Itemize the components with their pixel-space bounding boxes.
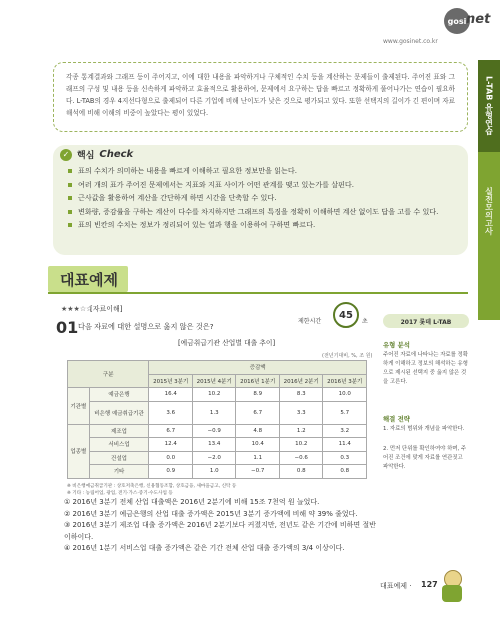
table-header-group: 구분 (68, 361, 149, 388)
logo-text: net (466, 12, 491, 27)
table-cell: 10.4 (236, 438, 280, 452)
check-title (60, 148, 133, 161)
site-url: www.gosinet.co.kr (383, 38, 438, 45)
data-table (67, 360, 367, 479)
table-notes (67, 483, 367, 497)
table-row-group: 기관별 (68, 388, 90, 425)
table-header-period: 2016년 3분기 (323, 374, 367, 388)
table-cell: 1.0 (192, 465, 236, 479)
logo-icon: gosi (444, 8, 470, 34)
check-icon: ✓ (60, 149, 72, 161)
table-cell: 16.4 (149, 388, 193, 402)
table-cell: 5.7 (323, 401, 367, 424)
table-header-top: 증감액 (149, 361, 367, 375)
check-item: 표의 수치가 의미하는 내용을 빠르게 이해하고 필요한 정보만을 읽는다. (68, 164, 458, 178)
table-title: [예금취급기관 산업별 대출 추이] (178, 339, 276, 347)
side-tab-active (478, 60, 500, 152)
table-row (68, 438, 367, 452)
table-cell: −0.7 (236, 465, 280, 479)
table-cell: 8.3 (279, 388, 323, 402)
section-divider (48, 292, 468, 294)
table-cell: 10.0 (323, 388, 367, 402)
table-cell: 0.3 (323, 451, 367, 465)
check-label-b: Check (99, 149, 134, 160)
table-header-period: 2015년 4분기 (192, 374, 236, 388)
problem-question: 다음 자료에 대한 설명으로 옳지 않은 것은? (78, 322, 214, 331)
table-unit: (전년기대비, %, 조 원) (322, 353, 373, 359)
page-number: 127 (421, 580, 438, 589)
footer-label: 대표예제 · (380, 582, 412, 590)
table-cell: 6.7 (149, 424, 193, 438)
clock-icon (333, 302, 359, 328)
table-cell: 10.2 (279, 438, 323, 452)
strategy-heading: 해결 전략 (383, 415, 410, 423)
difficulty-stars: ★★★☆☆ (61, 305, 93, 313)
table-cell: 12.4 (149, 438, 193, 452)
table-note: ※ 비은행예금취급기관 : 상호저축은행, 신용협동조합, 상호금융, 새마을금고, 신탁 등 (67, 484, 237, 489)
table-row (68, 451, 367, 465)
table-note: ※ 기타 : 농림어업, 광업, 전기·가스·증기·수도사업 등 (67, 491, 173, 496)
answer-option[interactable]: ① 2016년 3분기 전체 산업 대출액은 2016년 2분기에 비해 15조 7천억 원 늘었다. (64, 498, 320, 506)
table-row (68, 388, 367, 402)
table-cell: −0.9 (192, 424, 236, 438)
table-row (68, 401, 367, 424)
side-tab (478, 60, 500, 320)
check-item: 여러 개의 표가 주어진 문제에서는 지표와 지표 사이가 어떤 관계를 맺고 있는가를 살핀다. (68, 178, 458, 192)
table-cell: 6.7 (236, 401, 280, 424)
table-cell: 11.4 (323, 438, 367, 452)
check-item: 변화량, 증감률을 구하는 계산이 다수를 차지하지만 그래프의 특징을 정확히 이해하면 계산 없이도 답을 고를 수 있다. (68, 205, 458, 219)
problem-number: 01 (56, 318, 79, 337)
table-cell: 0.8 (279, 465, 323, 479)
check-item: 근사값을 활용하여 계산을 간단하게 하면 시간을 단축할 수 있다. (68, 191, 458, 205)
table-row-label: 제조업 (89, 424, 149, 438)
answer-option[interactable]: ③ 2016년 3분기 제조업 대출 증가액은 2016년 2분기보다 커졌지만, 전년도 같은 기간에 비하면 절반 이하이다. (64, 521, 376, 541)
strategy-item: 1. 자료의 범위와 개념을 파악한다. (383, 426, 465, 432)
table-row-label: 건설업 (89, 451, 149, 465)
table-cell: 0.8 (323, 465, 367, 479)
table-row-group: 업종별 (68, 424, 90, 478)
table-cell: 13.4 (192, 438, 236, 452)
table-cell: 1.1 (236, 451, 280, 465)
table-cell: 1.2 (279, 424, 323, 438)
table-cell: 4.8 (236, 424, 280, 438)
table-cell: 0.0 (149, 451, 193, 465)
side-tab-label-top: L-TAB 유형연습 (484, 76, 494, 136)
side-panel-head: 2017 롯데 L-TAB (383, 314, 469, 328)
strategy-item: 2. 먼저 단위를 확인하여야 하며, 주어진 조건에 맞게 자료를 연관짓고 파악한다. (383, 446, 467, 470)
table-cell: 1.3 (192, 401, 236, 424)
mascot-icon (440, 570, 464, 604)
analysis-heading: 유형 분석 (383, 341, 410, 349)
table-row (68, 465, 367, 479)
side-panel (383, 314, 469, 534)
table-cell: 3.2 (323, 424, 367, 438)
table-row-label: 예금은행 (89, 388, 149, 402)
section-title: 대표예제 (60, 271, 118, 289)
table-header-period: 2016년 2분기 (279, 374, 323, 388)
problem-tag: [자료이해] (90, 305, 123, 313)
answer-option[interactable]: ② 2016년 3분기 예금은행의 산업 대출 증가액은 2015년 3분기 증가액에 비해 약 39% 줄었다. (64, 509, 358, 518)
table-row (68, 424, 367, 438)
table-header-period: 2015년 3분기 (149, 374, 193, 388)
table-cell: 10.2 (192, 388, 236, 402)
intro-box: 각종 통계결과와 그래프 등이 주어지고, 이에 대한 내용을 파악하거나 구체적인 수치 등을 계산하는 문제들이 출제된다. 주어진 표와 그래프의 구성 및 내용 등을 신속하게 파악하고 효율적으로 활용하여, 문제에서 요구하는 답을 빠르고 정확하게 풀어나가는 연습이 필요하다. L-TAB의 경우 4지선다형으로 출제되어 다른 기업에 비해 난이도가 낮은 것으로 평가되고 있다. 또한 선택지의 길이가 긴 편이며 자료해석에 비해 이해의 비중이 높았다는 평이 있었다. (53, 62, 468, 132)
analysis-text: 주어진 자료에 나타나는 자료를 정확하게 이해하고 정보의 해석하는 유형으로 제시된 선택지 중 옳지 않은 것을 고른다. (383, 352, 468, 385)
check-label-a: 핵심 (77, 151, 95, 161)
table-cell: 3.6 (149, 401, 193, 424)
time-limit-unit: 초 (362, 318, 368, 325)
table-cell: 3.3 (279, 401, 323, 424)
time-limit-value: 45 (339, 309, 353, 321)
table-cell: 8.9 (236, 388, 280, 402)
table-row-label: 비은행 예금취급기관 (89, 401, 149, 424)
table-header-period: 2016년 1분기 (236, 374, 280, 388)
table-row-label: 기타 (89, 465, 149, 479)
check-list (68, 164, 458, 232)
table-cell: −2.0 (192, 451, 236, 465)
table-row-label: 서비스업 (89, 438, 149, 452)
check-item: 표의 빈칸의 수치는 정보가 정리되어 있는 열과 행을 이용하여 구하면 빠르다. (68, 218, 458, 232)
time-limit-label: 제한시간 (298, 318, 322, 325)
table-cell: −0.6 (279, 451, 323, 465)
side-tab-label-bottom: 실전모의고사 (484, 187, 494, 235)
table-cell: 0.9 (149, 465, 193, 479)
answer-option[interactable]: ④ 2016년 1분기 서비스업 대출 증가액은 같은 기간 전체 산업 대출 증가액의 3/4 이상이다. (64, 544, 345, 552)
answer-options (64, 497, 380, 555)
